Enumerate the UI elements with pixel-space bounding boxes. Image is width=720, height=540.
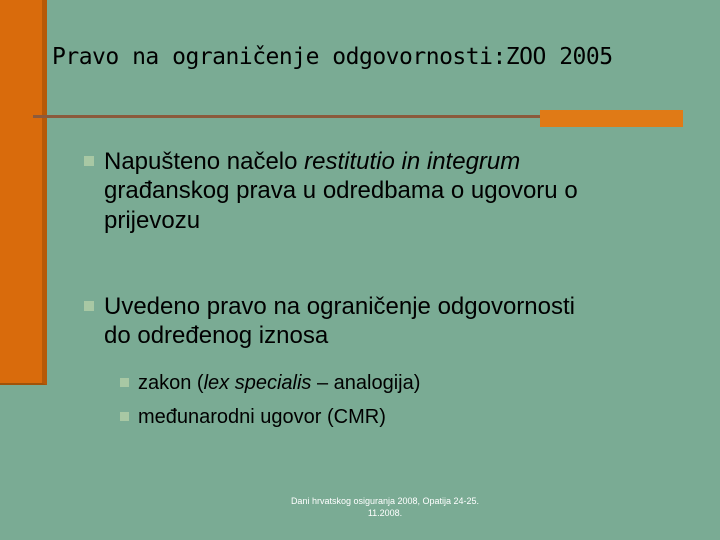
bullet-1-line-2: građanskog prava u odredbama o ugovoru o (104, 177, 578, 205)
bullet-2-line-1: Uvedeno pravo na ograničenje odgovornosti (104, 293, 575, 320)
square-bullet-icon (84, 156, 94, 166)
footer-line-2: 11.2008. (367, 508, 403, 519)
square-bullet-icon (84, 301, 94, 311)
bullet-1-line-3: prijevozu (104, 206, 201, 234)
square-bullet-icon (120, 378, 129, 387)
bullet-item-1 (104, 147, 578, 235)
title-divider-accent (540, 110, 683, 127)
left-accent-bar (0, 0, 47, 385)
square-bullet-icon (120, 412, 129, 421)
footer-line-1: Dani hrvatskog osiguranja 2008, Opatija 24-25. (290, 496, 480, 506)
latin-term: lex specialis (203, 372, 312, 394)
sub-item-1: zakon (lex specialis – analogija) (138, 370, 420, 396)
slide-footer (280, 495, 490, 519)
bullet-2-line-2: do određenog iznosa (104, 322, 329, 350)
latin-term: restitutio in integrum (304, 148, 521, 175)
slide-title: Pravo na ograničenje odgovornosti:ZOO 2005 (52, 44, 613, 70)
sub-item-2: međunarodni ugovor (CMR) (138, 404, 386, 430)
bullet-item-2 (104, 292, 575, 351)
bullet-1-line-1: Napušteno načelo restitutio in integrum (104, 148, 521, 175)
